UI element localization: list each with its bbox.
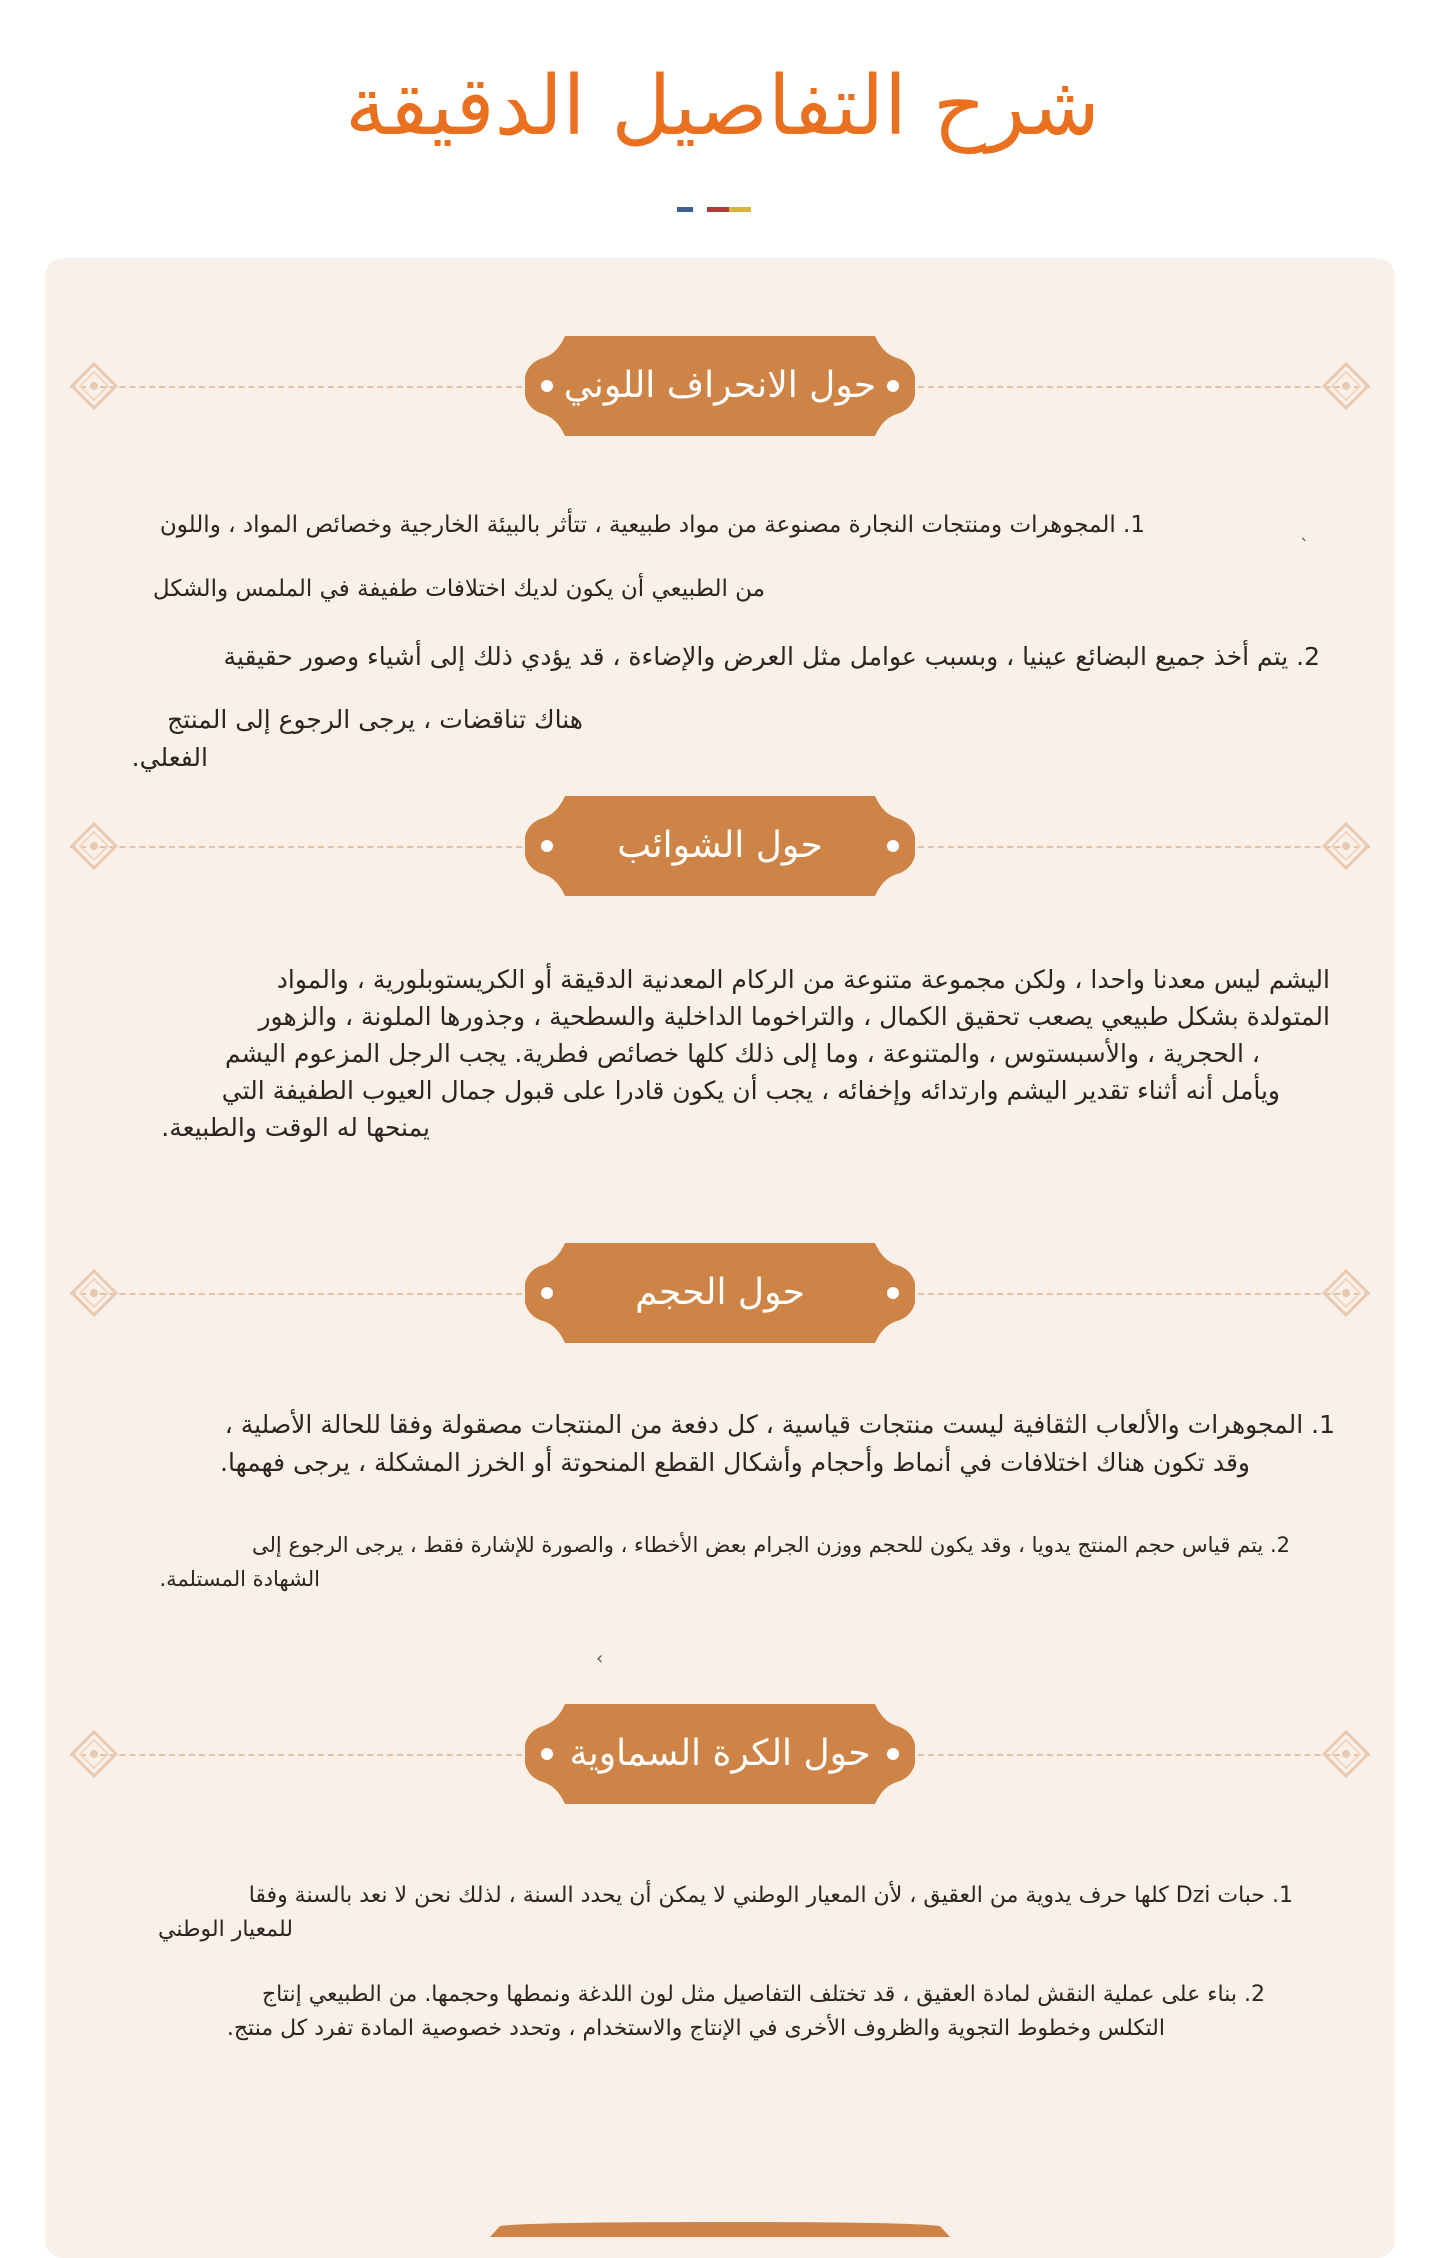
size-item-2-line2: الشهادة المستلمة. — [159, 1567, 320, 1591]
section-heading-size — [70, 1243, 1370, 1343]
ornament-icon — [1322, 822, 1370, 870]
impurities-line5: يمنحها له الوقت والطبيعة. — [161, 1113, 430, 1142]
impurities-line2: المتولدة بشكل طبيعي يصعب تحقيق الكمال ، والتراخوما الداخلية والسطحية ، وجذورها الملونة ، والزهور — [258, 1002, 1330, 1031]
ornament-icon — [1322, 362, 1370, 410]
heading-pill — [525, 336, 915, 436]
section-heading-text: حول الكرة السماوية — [569, 1733, 871, 1774]
ornament-icon — [70, 822, 118, 870]
dashed-line-left — [70, 1293, 532, 1295]
stray-mark: ‹ — [596, 1648, 604, 1669]
heading-pill — [525, 1243, 915, 1343]
section-heading-color — [70, 336, 1370, 436]
dashed-line-right — [908, 386, 1370, 388]
ornament-icon — [70, 1730, 118, 1778]
ornament-icon — [70, 1269, 118, 1317]
color-item-1-line2: من الطبيعي أن يكون لديك اختلافات طفيفة في الملمس والشكل — [152, 576, 765, 602]
impurities-line1: اليشم ليس معدنا واحدا ، ولكن مجموعة متنوعة من الركام المعدنية الدقيقة أو الكريستوبلورية ، والمواد — [276, 965, 1330, 994]
dashed-line-left — [70, 846, 532, 848]
divider-red — [707, 207, 729, 212]
section-heading-text: حول الشوائب — [617, 825, 823, 866]
size-item-1-line2: وقد تكون هناك اختلافات في أنماط وأحجام وأشكال القطع المنحوتة أو الخرز المشكلة ، يرجى فهمها. — [220, 1448, 1250, 1477]
impurities-line3: ، الحجرية ، والأسبستوس ، والمتنوعة ، وما إلى ذلك كلها خصائص فطرية. يجب الرجل المزعوم اليشم — [225, 1039, 1260, 1068]
color-item-2-line2: هناك تناقضات ، يرجى الرجوع إلى المنتج — [167, 705, 583, 734]
section-heading-dzi — [70, 1704, 1370, 1804]
ornament-icon — [1322, 1730, 1370, 1778]
dzi-item-2-line1: 2. بناء على عملية النقش لمادة العقيق ، قد تختلف التفاصيل مثل لون اللدغة ونمطها وحجمها. من الطبيعي إنتاج — [261, 1982, 1265, 2007]
dzi-item-1-line2: للمعيار الوطني — [158, 1917, 293, 1942]
heading-pill — [525, 1704, 915, 1804]
dashed-line-right — [908, 846, 1370, 848]
section-heading-text: حول الانحراف اللوني — [563, 365, 877, 406]
dashed-line-right — [908, 1293, 1370, 1295]
dashed-line-left — [70, 386, 532, 388]
section-heading-impurities — [70, 796, 1370, 896]
heading-pill — [525, 796, 915, 896]
next-heading-pill-partial — [470, 2222, 970, 2237]
divider-blue — [677, 207, 693, 212]
dzi-item-2-line2: التكلس وخطوط التجوية والظروف الأخرى في الإنتاج والاستخدام ، وتحدد خصوصية المادة تفرد كل منتج. — [226, 2016, 1165, 2041]
ornament-icon — [1322, 1269, 1370, 1317]
stray-mark: ˋ — [1300, 536, 1309, 557]
dashed-line-left — [70, 1754, 532, 1756]
color-item-2-line3: الفعلي. — [131, 743, 208, 772]
size-item-1-line1: 1. المجوهرات والألعاب الثقافية ليست منتجات قياسية ، كل دفعة من المنتجات مصقولة وفقا للحالة الأصلية ، — [224, 1410, 1335, 1439]
dzi-item-1-line1: 1. حبات Dzi كلها حرف يدوية من العقيق ، لأن المعيار الوطني لا يمكن أن يحدد السنة ، لذلك نحن لا نعد بالسنة وفقا — [248, 1883, 1293, 1908]
size-item-2-line1: 2. يتم قياس حجم المنتج يدويا ، وقد يكون للحجم ووزن الجرام بعض الأخطاء ، والصورة للإشارة فقط ، يرجى الرجوع إلى — [252, 1533, 1290, 1557]
color-item-2-line1: 2. يتم أخذ جميع البضائع عينيا ، وبسبب عوامل مثل العرض والإضاءة ، قد يؤدي ذلك إلى أشياء وصور حقيقية — [223, 642, 1320, 671]
color-item-1-line1: 1. المجوهرات ومنتجات النجارة مصنوعة من مواد طبيعية ، تتأثر بالبيئة الخارجية وخصائص المواد ، واللون — [159, 512, 1145, 538]
divider-yellow — [729, 207, 751, 212]
ornament-icon — [70, 362, 118, 410]
dashed-line-right — [908, 1754, 1370, 1756]
section-heading-text: حول الحجم — [635, 1272, 805, 1313]
page-title: شرح التفاصيل الدقيقة — [345, 59, 1100, 154]
impurities-line4: ويأمل أنه أثناء تقدير اليشم وارتدائه وإخفائه ، يجب أن يكون قادرا على قبول جمال العيوب الطفيفة التي — [221, 1076, 1280, 1105]
